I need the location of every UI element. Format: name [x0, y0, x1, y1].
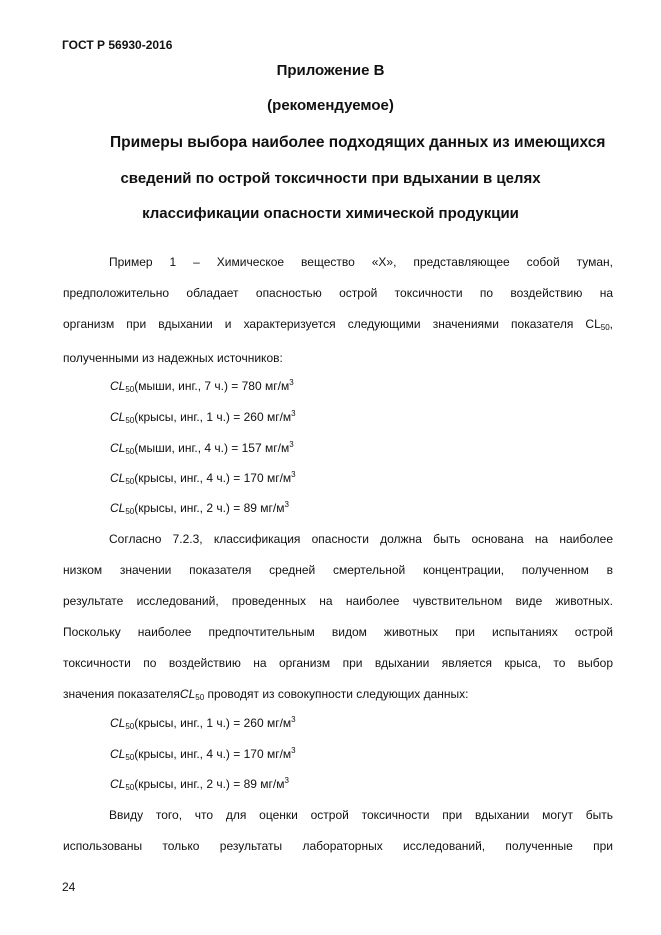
paragraph-line: токсичности по воздействию на организм при вдыхании является крыса, то выбор	[63, 656, 613, 670]
appendix-heading-line-2: сведений по острой токсичности при вдыхании в целях	[120, 170, 541, 187]
paragraph-line: низком значении показателя средней смертельной концентрации, полученном в	[63, 563, 613, 577]
paragraph-classification	[63, 524, 613, 713]
paragraph-line: полученными из надежных источников:	[63, 351, 283, 365]
paragraph-line: использованы только результаты лабораторных исследований, полученные при	[63, 839, 613, 853]
appendix-title: Приложение В	[276, 62, 385, 79]
paragraph-line: результате исследований, проведенных на наиболее чувствительном виде животных.	[63, 594, 613, 608]
formula-list-item: $CL_{50}(мыши$, инг., 4 ч.) = 157 $мг/м^3$	[110, 440, 294, 456]
paragraph-line: Поскольку наиболее предпочтительным видом животных при испытаниях острой	[63, 625, 613, 639]
paragraph-line: значения показателяCL$_{50}$ проводят из совокупности следующих данных:	[63, 687, 469, 702]
appendix-type: (рекомендуемое)	[267, 97, 394, 114]
formula-list-item: $CL_{50}(крысы$, инг., 1 ч.) = 260 $мг/м^3$	[110, 715, 296, 731]
paragraph-lab-results	[63, 800, 613, 862]
formula-list-item: $CL_{50}(крысы$, инг., 4 ч.) = 170 $мг/м^3$	[110, 470, 296, 486]
formula-list-item: $CL_{50}(крысы$, инг., 1 ч.) = 260 $мг/м^3$	[110, 409, 296, 425]
page-number: 24	[62, 880, 76, 894]
standard-header: ГОСТ Р 56930-2016	[62, 38, 173, 52]
formula-list-item: $CL_{50}(крысы$, инг., 4 ч.) = 170 $мг/м^3$	[110, 746, 296, 762]
paragraph-line: предположительно обладает опасностью острой токсичности по воздействию на	[63, 286, 613, 300]
paragraph-line: Согласно 7.2.3, классификация опасности должна быть основана на наиболее	[109, 532, 613, 546]
formula-list-item: $CL_{50}(крысы$, инг., 2 ч.) = 89 $мг/м^3$	[110, 776, 289, 792]
paragraph-line: Пример 1 – Химическое вещество «Х», представляющее собой туман,	[109, 255, 613, 269]
formula-list-item: $CL_{50}(мыши$, инг., 7 ч.) = 780 $мг/м^3$	[110, 378, 294, 394]
paragraph-line: организм при вдыхании и характеризуется следующими значениями показателя $CL_{50}$,	[63, 317, 613, 332]
appendix-heading-line-1: Примеры выбора наиболее подходящих данных из имеющихся	[110, 134, 606, 151]
formula-list-item: $CL_{50}(крысы$, инг., 2 ч.) = 89 $мг/м^3$	[110, 500, 289, 516]
appendix-heading-line-3: классификации опасности химической продукции	[142, 205, 519, 222]
paragraph-line: Ввиду того, что для оценки острой токсичности при вдыхании могут быть	[109, 808, 613, 822]
paragraph-example-1	[63, 247, 613, 374]
